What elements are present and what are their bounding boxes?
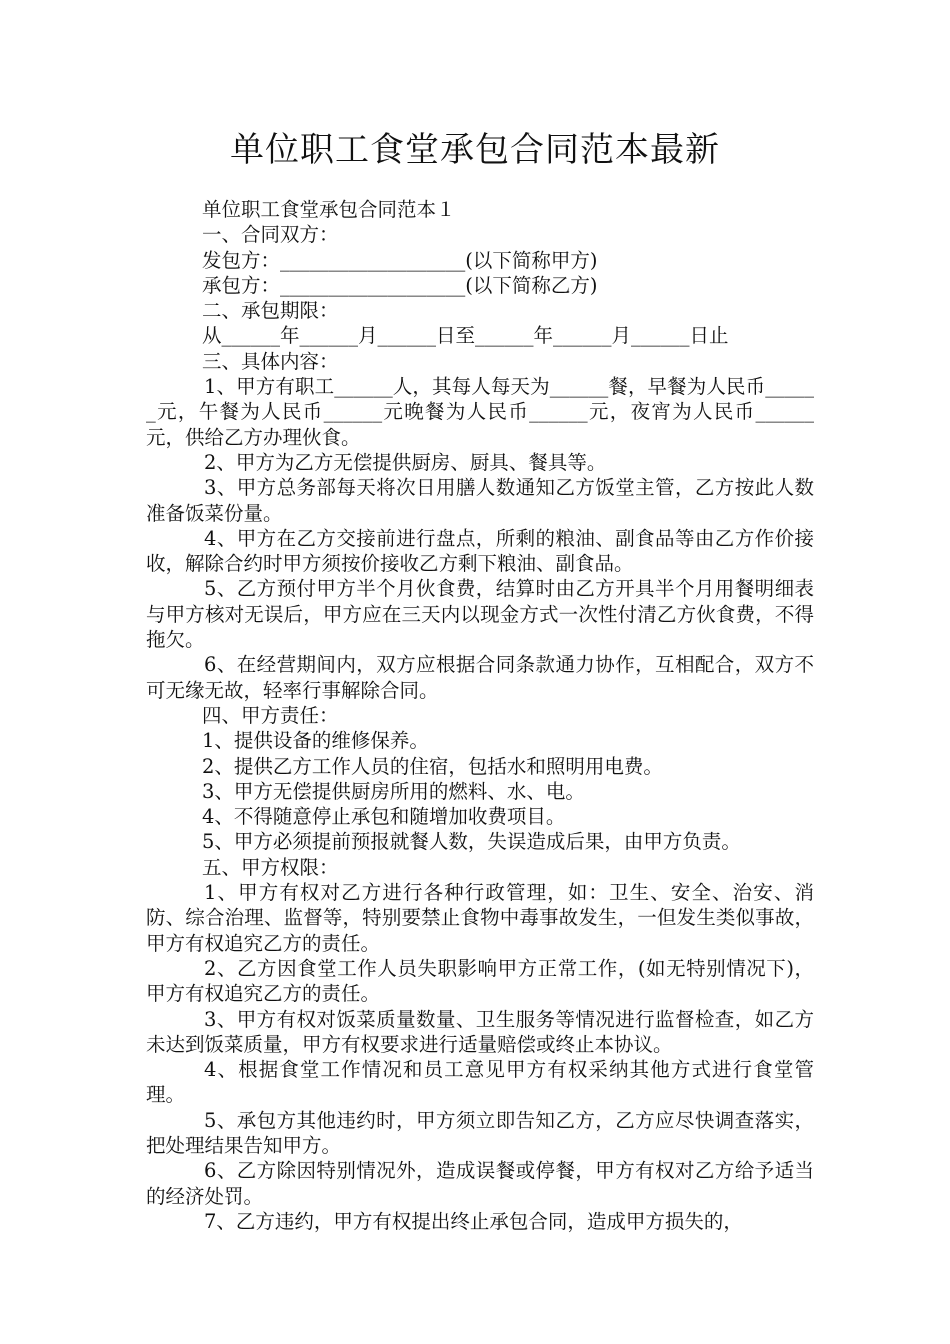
document-title: 单位职工食堂承包合同范本最新 xyxy=(230,130,720,170)
content-item: 5、乙方预付甲方半个月伙食费，结算时由乙方开具半个月用餐明细表与甲方核对无误后，甲方应在三天内以现金方式一次性付清乙方伙食费，不得拖欠。 xyxy=(146,577,814,652)
rights-item: 1、甲方有权对乙方进行各种行政管理，如：卫生、安全、治安、消防、综合治理、监督等，特别要禁止食物中毒事故发生，一但发生类似事故，甲方有权追究乙方的责任。 xyxy=(146,881,814,955)
party-a-line: 发包方：___________________(以下简称甲方) xyxy=(202,248,598,272)
rights-item: 7、乙方违约，甲方有权提出终止承包合同，造成甲方损失的， xyxy=(204,1209,743,1233)
section-heading-content: 三、具体内容： xyxy=(202,349,339,373)
duty-item: 4、不得随意停止承包和随增加收费项目。 xyxy=(202,805,566,829)
rights-item: 4、根据食堂工作情况和员工意见甲方有权采纳其他方式进行食堂管理。 xyxy=(146,1058,814,1107)
duty-item: 5、甲方必须提前预报就餐人数，失误造成后果，由甲方负责。 xyxy=(202,830,741,854)
rights-item: 2、乙方因食堂工作人员失职影响甲方正常工作，(如无特别情况下)，甲方有权追究乙方的责任。 xyxy=(146,956,814,1006)
duty-item: 2、提供乙方工作人员的住宿，包括水和照明用电费。 xyxy=(202,754,663,778)
duty-item: 3、甲方无偿提供厨房所用的燃料、水、电。 xyxy=(202,779,585,803)
document-body xyxy=(146,197,814,1234)
content-item: 1、甲方有职工______人，其每人每天为______餐，早餐为人民币______元，午餐为人民币______元晚餐为人民币______元，夜宵为人民币______元，供给乙方办理伙食。 xyxy=(146,375,814,449)
content-item: 6、在经营期间内，双方应根据合同条款通力协作，互相配合，双方不可无缘无故，轻率行事解除合同。 xyxy=(146,653,814,702)
content-item: 3、甲方总务部每天将次日用膳人数通知乙方饭堂主管，乙方按此人数准备饭菜份量。 xyxy=(146,476,814,525)
content-item: 2、甲方为乙方无偿提供厨房、厨具、餐具等。 xyxy=(204,450,607,474)
section-heading-parties: 一、合同双方： xyxy=(202,223,339,247)
content-item: 4、甲方在乙方交接前进行盘点，所剩的粮油、副食品等由乙方作价接收，解除合约时甲方须按价接收乙方剩下粮油、副食品。 xyxy=(146,526,814,576)
rights-item: 3、甲方有权对饭菜质量数量、卫生服务等情况进行监督检查，如乙方未达到饭菜质量，甲方有权要求进行适量赔偿或终止本协议。 xyxy=(146,1007,814,1056)
section-heading-period: 二、承包期限： xyxy=(202,299,339,323)
rights-item: 6、乙方除因特别情况外，造成误餐或停餐，甲方有权对乙方给予适当的经济处罚。 xyxy=(146,1159,814,1208)
section-heading-duties: 四、甲方责任： xyxy=(202,703,339,727)
period-line: 从______年______月______日至______年______月______日止 xyxy=(202,324,729,348)
party-b-line: 承包方：___________________(以下简称乙方) xyxy=(202,273,598,297)
duty-item: 1、提供设备的维修保养。 xyxy=(202,729,429,753)
section-heading-rights: 五、甲方权限： xyxy=(202,855,339,879)
contract-subtitle: 单位职工食堂承包合同范本１ xyxy=(202,198,456,221)
rights-item: 5、承包方其他违约时，甲方须立即告知乙方，乙方应尽快调查落实，把处理结果告知甲方。 xyxy=(146,1108,814,1157)
